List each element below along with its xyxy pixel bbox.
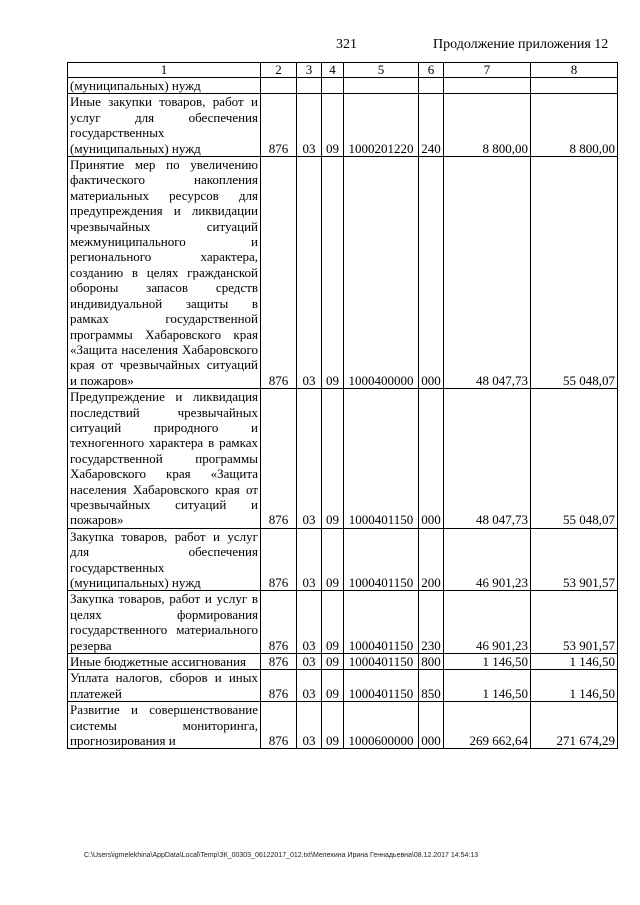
cell-ministry: 876 [261, 670, 297, 702]
cell-target-article: 1000600000 [344, 702, 419, 749]
cell-amount-1: 48 047,73 [444, 389, 531, 529]
cell-ministry: 876 [261, 654, 297, 670]
cell-subsection: 09 [322, 389, 344, 529]
cell-amount-2: 271 674,29 [531, 702, 618, 749]
cell-amount-1 [444, 78, 531, 94]
cell-amount-1: 1 146,50 [444, 670, 531, 702]
column-header: 7 [444, 63, 531, 78]
cell-expense-type: 000 [419, 389, 444, 529]
cell-ministry: 876 [261, 591, 297, 654]
table-row [68, 78, 618, 94]
column-header: 2 [261, 63, 297, 78]
row-name: Уплата налогов, сборов и иных платежей [68, 670, 261, 702]
column-header: 6 [419, 63, 444, 78]
cell-subsection: 09 [322, 157, 344, 389]
cell-expense-type: 800 [419, 654, 444, 670]
cell-expense-type: 000 [419, 157, 444, 389]
row-name: Иные бюджетные ассигнования [68, 654, 261, 670]
cell-amount-1: 1 146,50 [444, 654, 531, 670]
column-header: 8 [531, 63, 618, 78]
cell-section: 03 [297, 528, 322, 591]
cell-target-article: 1000401150 [344, 654, 419, 670]
table-row [68, 702, 618, 749]
cell-target-article: 1000401150 [344, 389, 419, 529]
column-header: 3 [297, 63, 322, 78]
cell-section: 03 [297, 702, 322, 749]
cell-expense-type: 230 [419, 591, 444, 654]
cell-section: 03 [297, 591, 322, 654]
cell-target-article: 1000400000 [344, 157, 419, 389]
row-name: Развитие и совершенствование системы мониторинга, прогнозирования и [68, 702, 261, 749]
cell-target-article: 1000401150 [344, 670, 419, 702]
cell-expense-type: 000 [419, 702, 444, 749]
table-row [68, 591, 618, 654]
row-name: Закупка товаров, работ и услуг для обеспечения государственных (муниципальных) нужд [68, 528, 261, 591]
row-name: (муниципальных) нужд [68, 78, 261, 94]
table-row [68, 654, 618, 670]
continuation-title: Продолжение приложения 12 [433, 37, 609, 52]
cell-expense-type: 200 [419, 528, 444, 591]
cell-amount-2: 53 901,57 [531, 528, 618, 591]
cell-section: 03 [297, 94, 322, 157]
cell-ministry [261, 78, 297, 94]
cell-section: 03 [297, 157, 322, 389]
cell-subsection: 09 [322, 702, 344, 749]
cell-section: 03 [297, 654, 322, 670]
cell-target-article: 1000401150 [344, 528, 419, 591]
cell-section: 03 [297, 389, 322, 529]
cell-section [297, 78, 322, 94]
cell-subsection: 09 [322, 528, 344, 591]
budget-table [67, 62, 618, 749]
cell-amount-2: 55 048,07 [531, 157, 618, 389]
row-name: Принятие мер по увеличению фактического накопления материальных ресурсов для предупреждения и ликвидации чрезвычайных ситуаций межмуниципального и регионального характера, созданию в целях гражданской обороны запасов средств индивидуальной защиты в рамках государственной программы Хабаровского края «Защита населения Хабаровского края от чрезвычайных ситуаций и пожаров» [68, 157, 261, 389]
cell-target-article: 1000401150 [344, 591, 419, 654]
cell-ministry: 876 [261, 94, 297, 157]
cell-amount-2 [531, 78, 618, 94]
cell-expense-type: 240 [419, 94, 444, 157]
cell-subsection: 09 [322, 94, 344, 157]
cell-expense-type: 850 [419, 670, 444, 702]
cell-amount-1: 46 901,23 [444, 528, 531, 591]
row-name: Предупреждение и ликвидация последствий чрезвычайных ситуаций природного и техногенного характера в рамках государственной программы Хабаровского края «Защита населения Хабаровского края от чрезвычайных ситуаций и пожаров» [68, 389, 261, 529]
page-number: 321 [336, 37, 357, 52]
cell-expense-type [419, 78, 444, 94]
cell-target-article [344, 78, 419, 94]
table-row [68, 94, 618, 157]
cell-ministry: 876 [261, 528, 297, 591]
cell-subsection: 09 [322, 654, 344, 670]
cell-amount-1: 48 047,73 [444, 157, 531, 389]
table-row [68, 670, 618, 702]
column-header-row [68, 63, 618, 78]
column-header: 5 [344, 63, 419, 78]
cell-amount-2: 55 048,07 [531, 389, 618, 529]
cell-ministry: 876 [261, 157, 297, 389]
cell-amount-2: 1 146,50 [531, 670, 618, 702]
cell-subsection [322, 78, 344, 94]
cell-ministry: 876 [261, 389, 297, 529]
row-name: Закупка товаров, работ и услуг в целях формирования государственного материального резерва [68, 591, 261, 654]
cell-amount-1: 46 901,23 [444, 591, 531, 654]
cell-amount-2: 1 146,50 [531, 654, 618, 670]
cell-subsection: 09 [322, 670, 344, 702]
column-header: 4 [322, 63, 344, 78]
cell-amount-2: 53 901,57 [531, 591, 618, 654]
cell-subsection: 09 [322, 591, 344, 654]
cell-ministry: 876 [261, 702, 297, 749]
file-path-footer: C:\Users\igmelekhina\AppData\Local\Temp\ЗК_00303_06122017_012.txt\Мелехина Ирина Геннадьевна\08.12.2017 14:54:13 [84, 852, 479, 859]
cell-amount-1: 269 662,64 [444, 702, 531, 749]
column-header: 1 [68, 63, 261, 78]
cell-amount-2: 8 800,00 [531, 94, 618, 157]
cell-target-article: 1000201220 [344, 94, 419, 157]
cell-section: 03 [297, 670, 322, 702]
table-row [68, 157, 618, 389]
table-row [68, 528, 618, 591]
table-row [68, 389, 618, 529]
cell-amount-1: 8 800,00 [444, 94, 531, 157]
row-name: Иные закупки товаров, работ и услуг для обеспечения государственных (муниципальных) нужд [68, 94, 261, 157]
